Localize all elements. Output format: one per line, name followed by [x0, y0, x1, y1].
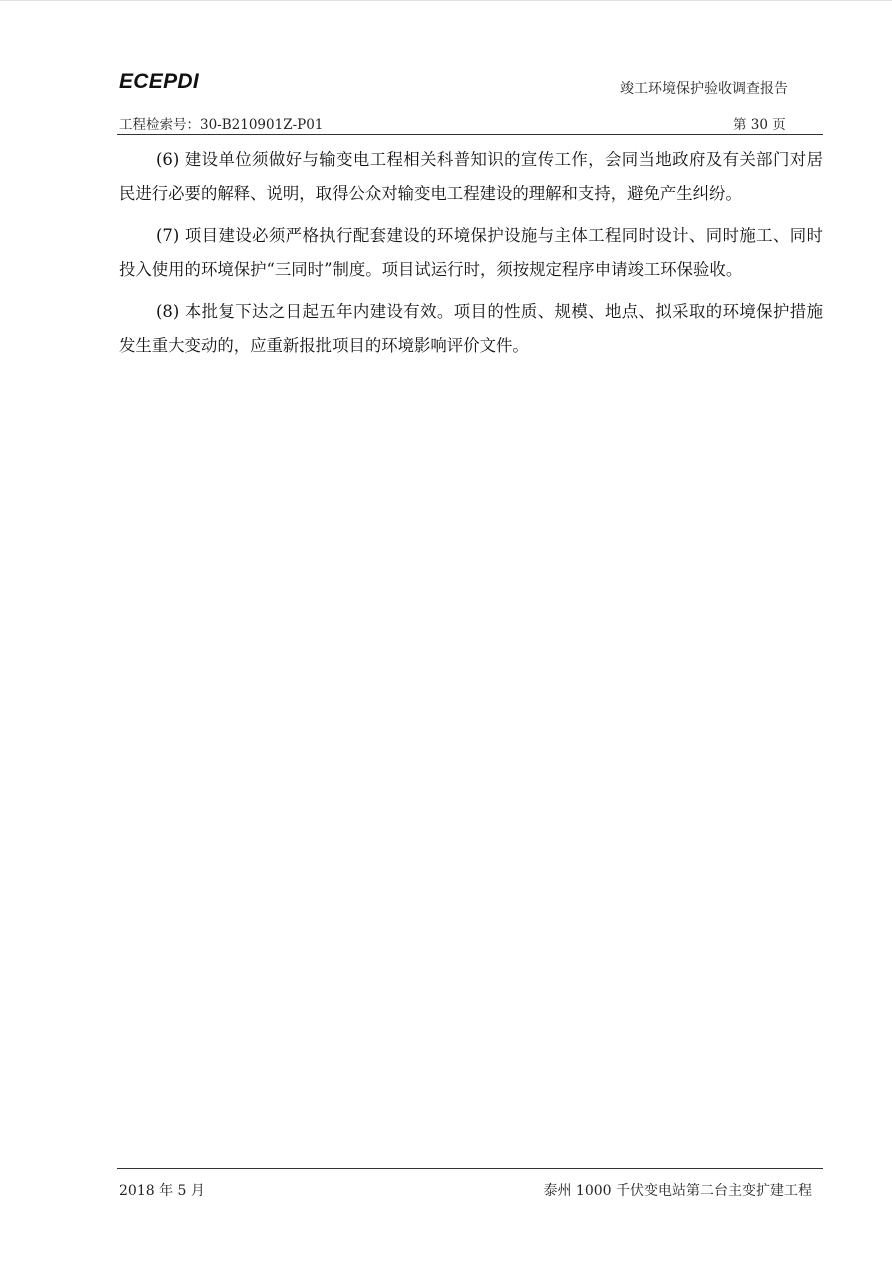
company-logo: ECEPDI [119, 70, 199, 93]
page-edge [0, 0, 892, 1]
paragraph-7: (7) 项目建设必须严格执行配套建设的环境保护设施与主体工程同时设计、同时施工、同时投入使用的环境保护“三同时”制度。项目试运行时，须按规定程序申请竣工环保验收。 [119, 226, 823, 279]
footer-project-name: 泰州 1000 千伏变电站第二台主变扩建工程 [543, 1183, 812, 1199]
document-number: 工程检索号：30-B210901Z-P01 [119, 117, 324, 133]
paragraph-8: (8) 本批复下达之日起五年内建设有效。项目的性质、规模、地点、拟采取的环境保护措施发生重大变动的，应重新报批项目的环境影响评价文件。 [119, 302, 823, 355]
document-body [119, 143, 823, 371]
report-title: 竣工环境保护验收调查报告 [620, 81, 788, 97]
footer-date: 2018 年 5 月 [119, 1183, 205, 1199]
page-number: 第 30 页 [733, 117, 786, 133]
paragraph-6: (6) 建设单位须做好与输变电工程相关科普知识的宣传工作，会同当地政府及有关部门对居民进行必要的解释、说明，取得公众对输变电工程建设的理解和支持，避免产生纠纷。 [119, 150, 823, 203]
footer-divider [117, 1168, 823, 1169]
header-divider [117, 134, 823, 135]
